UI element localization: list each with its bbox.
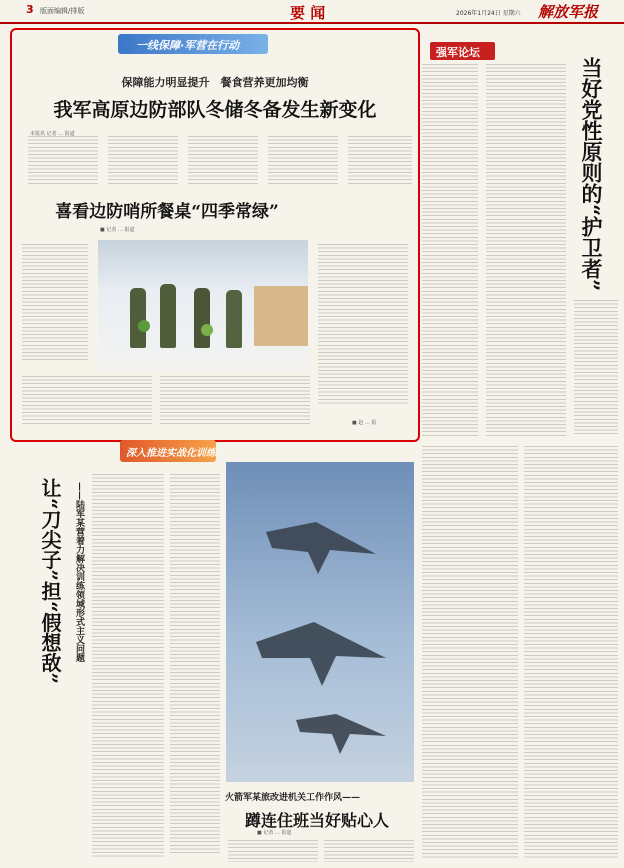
story3-subheadline: 火箭军某旅改进机关工作作风—— xyxy=(225,793,361,803)
section-name: 要 闻 xyxy=(290,4,326,22)
commentary-headline: 当好党性原则的“护卫者” xyxy=(579,57,604,292)
training-headline: 让“刀尖子”担“假想敌” xyxy=(38,478,62,685)
story2-author-tag: ■ 赵 … 报 xyxy=(352,420,377,426)
commentary-banner: 强军论坛 xyxy=(430,42,495,60)
feature-headline: 我军高原边防部队冬储冬备发生新变化 xyxy=(53,99,377,121)
vegetable-bundle xyxy=(201,324,213,336)
commentary-right-text xyxy=(574,300,618,436)
section-small-label: 版面编辑/排版 xyxy=(40,7,85,15)
training-body-text-col2 xyxy=(170,474,220,854)
right-lower-text-col1 xyxy=(422,446,518,860)
page-number: 3 xyxy=(26,3,34,16)
story3-body-text-col1 xyxy=(228,840,318,862)
commentary-body-text xyxy=(486,64,566,436)
story2-body-text-col2 xyxy=(318,244,408,404)
feature-body-text-col4 xyxy=(268,136,338,186)
feature-body-text-col1 xyxy=(28,136,98,186)
page-header xyxy=(0,0,624,24)
story2-body-text-col1 xyxy=(22,244,88,360)
feature-byline: 本报讯 记者 … 报道 xyxy=(30,131,75,137)
aircraft-photo xyxy=(226,462,414,782)
story2-body-text-col4 xyxy=(160,376,310,426)
right-lower-text-col2 xyxy=(524,446,618,860)
story3-byline: ■ 记者 … 报道 xyxy=(257,830,292,836)
building xyxy=(254,286,308,346)
aircraft-illustration xyxy=(226,462,414,782)
feature-subheadline: 保障能力明显提升 餐食营养更加均衡 xyxy=(121,76,309,89)
masthead-logo: 解放军报 xyxy=(538,3,599,21)
issue-date: 2026年1月24日 星期六 xyxy=(456,10,521,17)
soldier-figure xyxy=(194,288,210,348)
training-subheadline: ——陆军某营着力解决训练领域形式主义问题 xyxy=(74,482,84,662)
feature-headline-2: 喜看边防哨所餐桌“四季常绿” xyxy=(55,202,279,222)
soldier-figure xyxy=(226,290,242,348)
feature-body-text-col2 xyxy=(108,136,178,186)
middle-column-text xyxy=(422,64,478,436)
feature-banner: 一线保障·军营在行动 xyxy=(118,34,268,54)
soldier-figure xyxy=(160,284,176,348)
story2-body-text-col3 xyxy=(22,376,152,426)
training-body-text-col1 xyxy=(92,474,164,858)
feature-body-text-col3 xyxy=(188,136,258,186)
story3-headline: 蹲连住班当好贴心人 xyxy=(245,811,390,830)
soldier-figure xyxy=(130,288,146,348)
feature-body-text-col5 xyxy=(348,136,412,186)
vegetable-bundle xyxy=(138,320,150,332)
training-banner: 深入推进实战化训练 xyxy=(120,440,216,462)
feature-byline-2: ■ 记者 … 报道 xyxy=(100,227,135,233)
soldiers-snow-photo xyxy=(98,240,308,370)
story3-body-text-col2 xyxy=(324,840,414,862)
